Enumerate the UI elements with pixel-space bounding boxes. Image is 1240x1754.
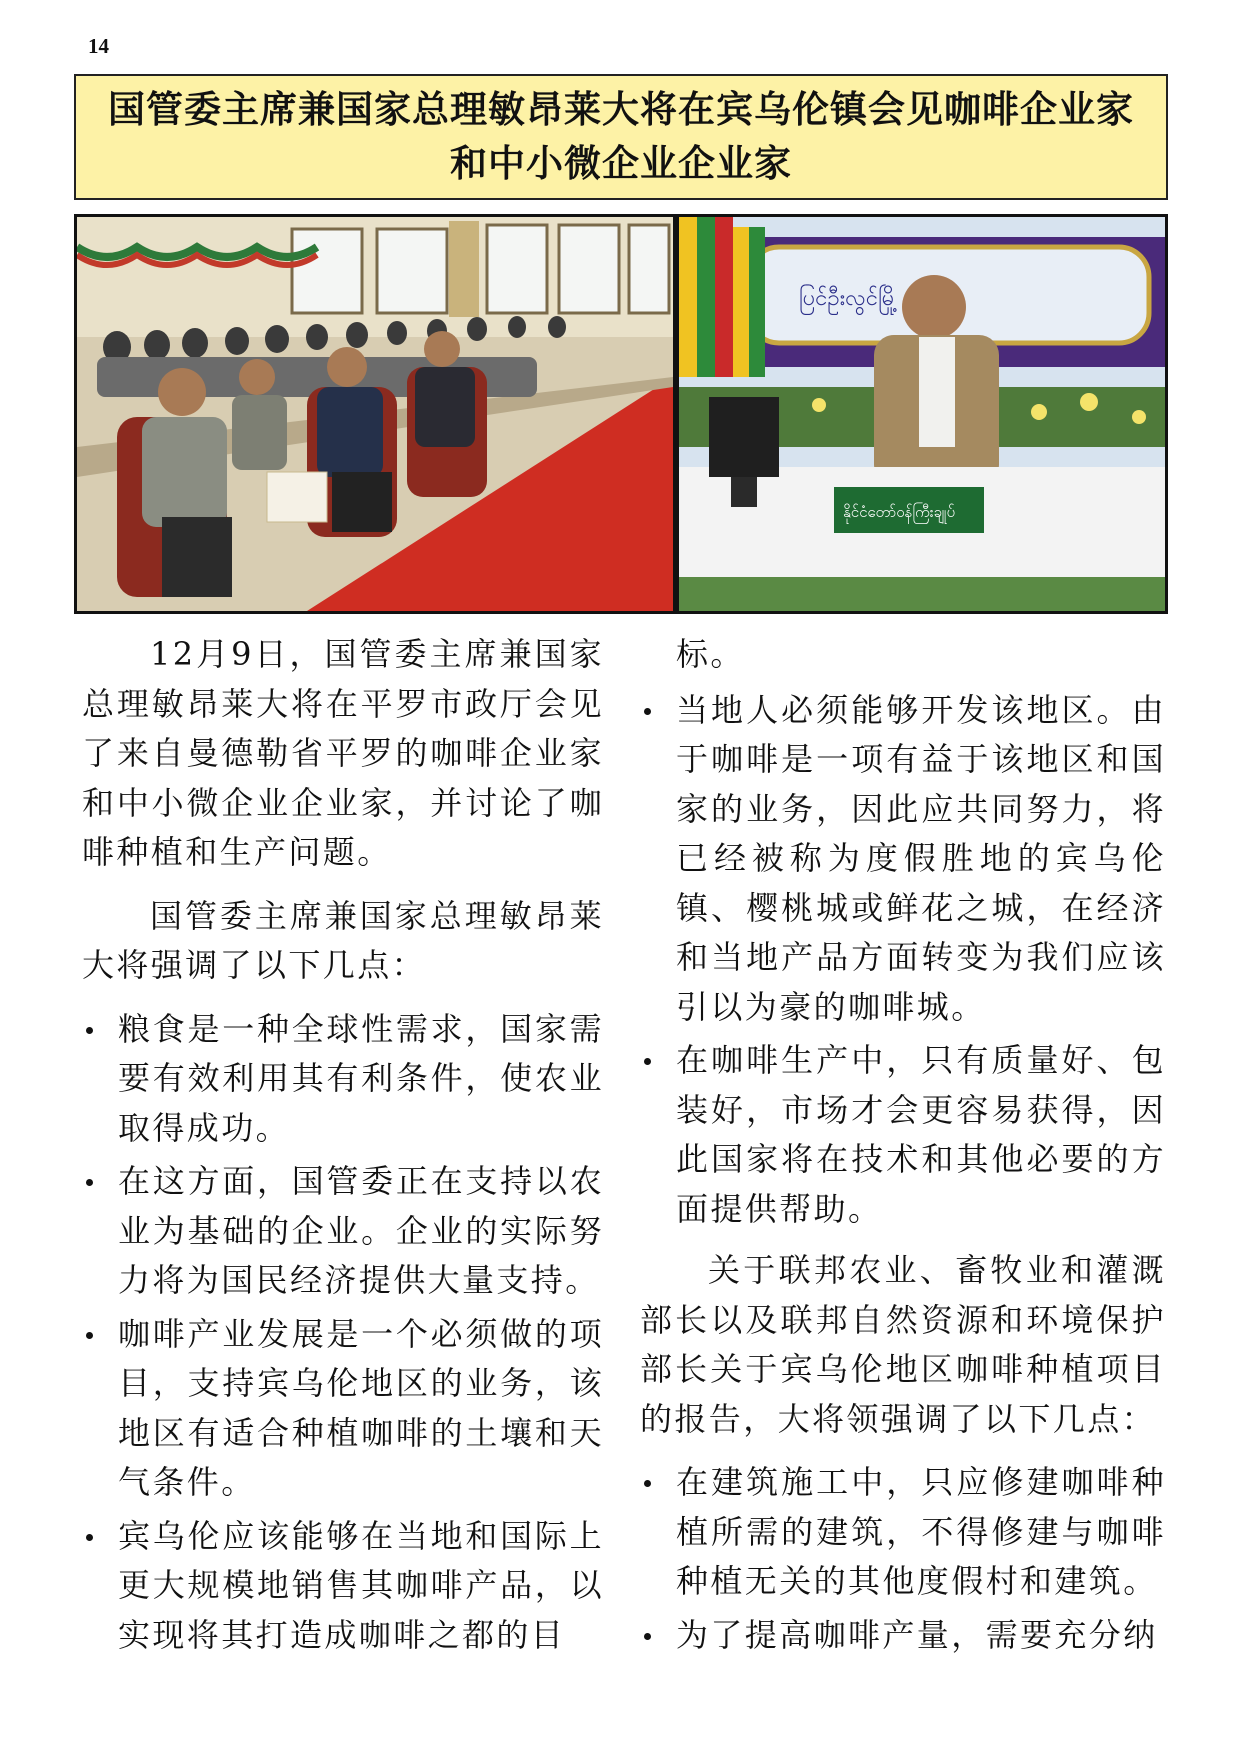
right-bullet-list-2 [640,1458,1166,1660]
list-item: 宾乌伦应该能够在当地和国际上更大规模地销售其咖啡产品，以实现将其打造成咖啡之都的目 [82,1512,604,1661]
photo-audience [77,217,673,611]
list-item: 在咖啡生产中，只有质量好、包装好，市场才会更容易获得，因此国家将在技术和其他必要的方面提供帮助。 [640,1036,1166,1234]
bullet-icon [86,1027,93,1034]
paragraph-report: 关于联邦农业、畜牧业和灌溉部长以及联邦自然资源和环境保护部长关于宾乌伦地区咖啡种植项目的报告，大将领强调了以下几点： [640,1251,1166,1438]
page-number: 14 [88,34,109,58]
bullet-icon [644,1633,651,1640]
speaker-illustration [679,217,1165,611]
bullet-icon [86,1179,93,1186]
right-bullet-list [640,686,1166,1235]
photo-speaker [679,217,1165,611]
bullet-icon [644,1480,651,1487]
list-item: 在建筑施工中，只应修建咖啡种植所需的建筑，不得修建与咖啡种植无关的其他度假村和建筑。 [640,1458,1166,1607]
nameplate-text: နိုင်ငံတော်ဝန်ကြီးချုပ် [843,503,956,521]
bullet-icon [86,1534,93,1541]
paragraph-intro: 12月9日，国管委主席兼国家总理敏昂莱大将在平罗市政厅会见了来自曼德勒省平罗的咖啡企业家和中小微企业企业家，并讨论了咖啡种植和生产问题。 [82,635,604,871]
list-item: 当地人必须能够开发该地区。由于咖啡是一项有益于该地区和国家的业务，因此应共同努力，将已经被称为度假胜地的宾乌伦镇、樱桃城或鲜花之城，在经济和当地产品方面转变为我们应该引以为豪的咖啡城。 [640,686,1166,1033]
left-column [82,630,604,1672]
continuation-text: 标。 [676,635,745,673]
list-item: 粮食是一种全球性需求，国家需要有效利用其有利条件，使农业取得成功。 [82,1005,604,1154]
list-item: 为了提高咖啡产量，需要充分纳 [640,1611,1166,1661]
bullet-icon [86,1332,93,1339]
left-bullet-list [82,1005,604,1661]
headline: 国管委主席兼国家总理敏昂莱大将在宾乌伦镇会见咖啡企业家和中小微企业企业家 [108,88,1134,185]
banner-text: ပြင်ဦးလွင်မြို့ [799,286,898,311]
right-column [640,630,1166,1672]
list-item: 咖啡产业发展是一个必须做的项目，支持宾乌伦地区的业务，该地区有适合种植咖啡的土壤和天气条件。 [82,1310,604,1508]
headline-box [74,74,1168,200]
audience-illustration [77,217,673,611]
photo-strip [74,214,1168,614]
bullet-icon [644,708,651,715]
paragraph-points-intro: 国管委主席兼国家总理敏昂莱大将强调了以下几点： [82,896,604,984]
bullet-icon [644,1058,651,1065]
list-item: 在这方面，国管委正在支持以农业为基础的企业。企业的实际努力将为国民经济提供大量支持。 [82,1157,604,1306]
